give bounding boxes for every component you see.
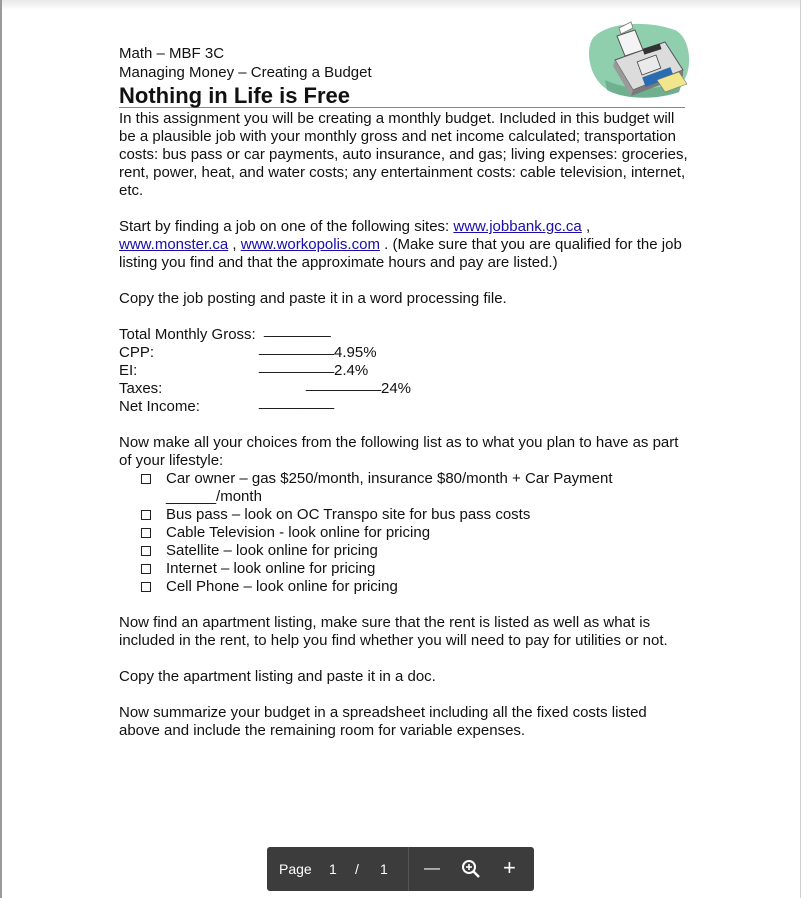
- income-row-cpp: [119, 339, 377, 362]
- lifestyle-checklist: [119, 470, 689, 596]
- income-rate: 4.95%: [334, 344, 377, 361]
- list-item: [119, 524, 689, 542]
- choice-label: Internet – look online for pricing: [166, 560, 376, 577]
- income-table: [119, 321, 689, 416]
- income-row-ei: [119, 357, 369, 380]
- list-item: [119, 560, 689, 578]
- income-row-taxes: [119, 375, 412, 398]
- checkbox[interactable]: [141, 582, 151, 592]
- link-workopolis[interactable]: www.workopolis.com: [240, 236, 380, 253]
- choice-label: Cell Phone – look online for pricing: [166, 578, 398, 595]
- viewer-left-border: [0, 0, 2, 898]
- income-rate: 2.4%: [334, 362, 369, 379]
- link-separator: ,: [228, 236, 241, 253]
- apartment-instruction: Now find an apartment listing, make sure that the rent is listed as well as what is included in the rent, to help you find whether you will need to pay for utilities or not.: [119, 614, 668, 649]
- copy-job-instruction: Copy the job posting and paste it in a word processing file.: [119, 290, 507, 307]
- checkbox[interactable]: [141, 528, 151, 538]
- current-page-input[interactable]: 1: [329, 861, 337, 877]
- toolbar-divider: [408, 847, 409, 891]
- income-blank: _________: [306, 375, 382, 392]
- income-label: Net Income:: [119, 398, 200, 415]
- income-blank: _________: [259, 393, 335, 410]
- total-pages: 1: [380, 861, 388, 877]
- choice-label: Satellite – look online for pricing: [166, 542, 378, 559]
- list-item: [119, 470, 689, 506]
- job-search-paragraph: [119, 218, 689, 272]
- income-row-net: [119, 393, 335, 416]
- page-title: Nothing in Life is Free: [119, 83, 351, 108]
- page-toolbar: [267, 847, 534, 891]
- choices-intro: Now make all your choices from the following list as to what you plan to have as part of your lifestyle:: [119, 434, 679, 469]
- income-blank: _________: [259, 357, 335, 374]
- income-row-gross: [119, 321, 331, 344]
- copy-apartment-instruction: Copy the apartment listing and paste it in a doc.: [119, 668, 436, 685]
- unit-title: Managing Money – Creating a Budget: [119, 64, 372, 81]
- intro-paragraph: In this assignment you will be creating a monthly budget. Included in this budget will be a plausible job with your monthly gross and net income calculated; transportation costs: bus pass or car payments, auto insurance, and gas; living expenses: groceries, rent, power, heat, and water costs; any entertainment costs: cable television, internet, etc.: [119, 110, 688, 199]
- document-page: [119, 44, 689, 740]
- job-search-note: . (Make sure that you are qualified for the job listing you find and that the approximate hours and pay are listed.): [119, 236, 682, 271]
- link-jobbank[interactable]: www.jobbank.gc.ca: [453, 218, 582, 235]
- checkbox[interactable]: [141, 474, 151, 484]
- choice-label: Car owner – gas $250/month, insurance $80/month + Car Payment ______/month: [166, 470, 613, 505]
- income-label: Total Monthly Gross:: [119, 326, 256, 343]
- page-separator: /: [355, 861, 359, 877]
- list-item: [119, 506, 689, 524]
- checkbox[interactable]: [141, 510, 151, 520]
- link-monster[interactable]: www.monster.ca: [119, 236, 229, 253]
- viewer-top-shadow: [0, 0, 801, 10]
- income-blank: ________: [264, 321, 331, 338]
- income-label: EI:: [119, 362, 138, 379]
- income-label: CPP:: [119, 344, 155, 361]
- income-label: Taxes:: [119, 380, 163, 397]
- zoom-in-button[interactable]: +: [503, 855, 516, 880]
- income-blank: _________: [259, 339, 335, 356]
- checkbox[interactable]: [141, 546, 151, 556]
- job-search-text: Start by finding a job on one of the following sites:: [119, 218, 454, 235]
- list-item: [119, 578, 689, 596]
- zoom-search-icon[interactable]: [461, 859, 481, 879]
- link-separator: ,: [581, 218, 591, 235]
- course-code: Math – MBF 3C: [119, 45, 225, 62]
- income-rate: 24%: [381, 380, 412, 397]
- page-label: Page: [279, 861, 312, 877]
- checkbox[interactable]: [141, 564, 151, 574]
- choice-label: Bus pass – look on OC Transpo site for bus pass costs: [166, 506, 531, 523]
- list-item: [119, 542, 689, 560]
- summary-instruction: Now summarize your budget in a spreadsheet including all the fixed costs listed above and include the remaining room for variable expenses.: [119, 704, 647, 739]
- choice-label: Cable Television - look online for pricing: [166, 524, 431, 541]
- zoom-out-button[interactable]: —: [424, 860, 440, 877]
